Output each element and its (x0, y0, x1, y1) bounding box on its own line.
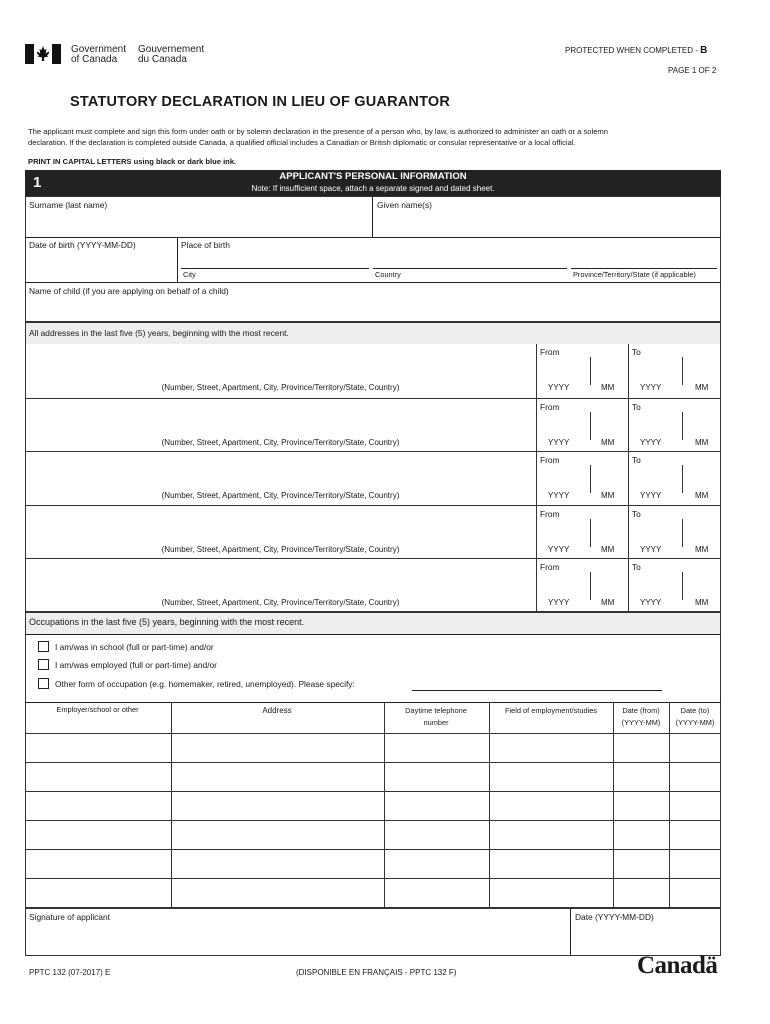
to-mm-label: MM (695, 438, 709, 447)
address-row (25, 558, 721, 613)
country-label: Country (375, 270, 401, 279)
from-label: From (540, 509, 560, 519)
from-mm-input[interactable] (591, 358, 628, 398)
protected-text: PROTECTED WHEN COMPLETED - (565, 46, 698, 55)
school-checkbox[interactable] (38, 641, 49, 652)
occupation-cell[interactable] (670, 821, 721, 849)
col-date-from-line1: Date (from) (622, 706, 660, 715)
occupation-cell[interactable] (614, 821, 669, 849)
occupation-cell[interactable] (614, 734, 669, 762)
occupation-cell[interactable] (385, 879, 489, 908)
occupation-cell[interactable] (614, 850, 669, 878)
occupation-cell[interactable] (26, 821, 171, 849)
occupation-cell[interactable] (26, 763, 171, 791)
pob-province-field[interactable] (571, 252, 717, 268)
form-id: PPTC 132 (07-2017) E (29, 968, 111, 977)
occupation-cell[interactable] (490, 821, 613, 849)
signature-date-label: Date (YYYY-MM-DD) (575, 912, 654, 922)
address-row (25, 398, 721, 453)
col-phone-line1: Daytime telephone (405, 706, 467, 715)
to-yyyy-label: YYYY (640, 491, 662, 500)
signature-date-field[interactable] (572, 922, 720, 955)
protected-level: B (700, 45, 708, 56)
col-address: Address (262, 706, 292, 715)
to-yyyy-input[interactable] (629, 466, 682, 506)
section1-heading: APPLICANT'S PERSONAL INFORMATION (279, 171, 467, 182)
instructions-line2: declaration. If the declaration is completed outside Canada, a qualified official includes a Canadian or British diplomatic or consular representative or a local official. (28, 138, 576, 147)
from-mm-label: MM (601, 545, 615, 554)
section1-note: Note: If insufficient space, attach a separate signed and dated sheet. (251, 184, 495, 193)
gov-fr-line1: Gouvernement (138, 44, 205, 55)
from-label: From (540, 347, 560, 357)
addresses-heading: All addresses in the last five (5) years, beginning with the most recent. (29, 328, 289, 338)
dob-label: Date of birth (YYYY-MM-DD) (29, 240, 136, 250)
occupation-cell[interactable] (172, 850, 384, 878)
occupation-cell[interactable] (614, 879, 669, 908)
occupation-cell[interactable] (172, 792, 384, 820)
surname-label: Surname (last name) (29, 200, 108, 210)
occupation-cell[interactable] (614, 763, 669, 791)
instructions-line1: The applicant must complete and sign this form under oath or by solemn declaration in the presence of a person who, by law, is authorized to administer an oath or a solemn (28, 127, 608, 136)
given-name-field[interactable] (373, 196, 721, 237)
from-yyyy-label: YYYY (548, 598, 570, 607)
occupation-cell[interactable] (490, 734, 613, 762)
to-yyyy-label: YYYY (640, 598, 662, 607)
page-number: PAGE 1 OF 2 (668, 66, 717, 75)
from-label: From (540, 402, 560, 412)
to-mm-input[interactable] (683, 520, 720, 560)
pob-label: Place of birth (181, 240, 230, 250)
from-label: From (540, 455, 560, 465)
french-availability: (DISPONIBLE EN FRANÇAIS - PPTC 132 F) (296, 968, 457, 977)
to-mm-input[interactable] (683, 358, 720, 398)
pob-country-field[interactable] (373, 252, 567, 268)
to-mm-label: MM (695, 598, 709, 607)
gov-fr-line2: du Canada (138, 54, 187, 65)
province-label: Province/Territory/State (if applicable) (573, 270, 696, 279)
col-date-to-line1: Date (to) (680, 706, 710, 715)
occupation-cell[interactable] (172, 879, 384, 908)
page-title: STATUTORY DECLARATION IN LIEU OF GUARANTOR (70, 94, 451, 110)
to-mm-input[interactable] (683, 573, 720, 613)
given-name-label: Given name(s) (377, 200, 432, 210)
from-yyyy-input[interactable] (537, 573, 590, 613)
canada-flag-logo (25, 44, 61, 64)
address-row (25, 451, 721, 506)
from-mm-input[interactable] (591, 413, 628, 453)
occupation-cell[interactable] (385, 850, 489, 878)
dob-field[interactable] (25, 238, 177, 282)
from-yyyy-label: YYYY (548, 383, 570, 392)
employed-checkbox[interactable] (38, 659, 49, 670)
from-mm-input[interactable] (591, 573, 628, 613)
from-mm-label: MM (601, 598, 615, 607)
to-label: To (632, 562, 641, 572)
gov-fr (138, 45, 204, 65)
pob-city-field[interactable] (181, 252, 369, 268)
from-yyyy-input[interactable] (537, 466, 590, 506)
occupation-cell[interactable] (614, 792, 669, 820)
col-phone (384, 706, 488, 727)
section1-header (25, 170, 721, 196)
occupation-cell[interactable] (385, 821, 489, 849)
from-yyyy-input[interactable] (537, 413, 590, 453)
col-field: Field of employment/studies (504, 706, 597, 715)
to-label: To (632, 455, 641, 465)
gov-en-line2: of Canada (71, 54, 118, 65)
from-mm-input[interactable] (591, 520, 628, 560)
occupation-cell[interactable] (385, 792, 489, 820)
to-yyyy-input[interactable] (629, 573, 682, 613)
occupation-cell[interactable] (172, 734, 384, 762)
occupation-cell[interactable] (172, 821, 384, 849)
occupation-cell[interactable] (385, 763, 489, 791)
address-hint: (Number, Street, Apartment, City, Province/Territory/State, Country) (161, 438, 400, 447)
from-mm-label: MM (601, 491, 615, 500)
col-date-to-line2: (YYYY-MM) (675, 718, 715, 727)
occupation-cell[interactable] (385, 734, 489, 762)
employed-option-label: I am/was employed (full or part-time) and/or (55, 660, 217, 670)
canada-wordmark: Canadä (637, 952, 718, 979)
address-hint: (Number, Street, Apartment, City, Province/Territory/State, Country) (161, 383, 400, 392)
surname-field[interactable] (25, 196, 373, 237)
to-label: To (632, 347, 641, 357)
col-date-to (669, 706, 721, 727)
occupation-cell[interactable] (490, 792, 613, 820)
occupation-cell[interactable] (26, 850, 171, 878)
from-mm-label: MM (601, 438, 615, 447)
from-yyyy-input[interactable] (537, 358, 590, 398)
occupation-cell[interactable] (670, 792, 721, 820)
from-mm-input[interactable] (591, 466, 628, 506)
to-mm-label: MM (695, 545, 709, 554)
to-mm-label: MM (695, 383, 709, 392)
address-row (25, 505, 721, 560)
address-hint: (Number, Street, Apartment, City, Province/Territory/State, Country) (161, 491, 400, 500)
col-date-from (613, 706, 669, 727)
to-yyyy-input[interactable] (629, 520, 682, 560)
gov-en-line1: Government (71, 44, 127, 55)
occupation-cell[interactable] (670, 850, 721, 878)
address-hint: (Number, Street, Apartment, City, Province/Territory/State, Country) (161, 598, 400, 607)
from-mm-label: MM (601, 383, 615, 392)
col-employer: Employer/school or other (56, 705, 139, 714)
to-yyyy-label: YYYY (640, 545, 662, 554)
signature-field[interactable] (26, 922, 569, 955)
occupation-cell[interactable] (490, 850, 613, 878)
to-mm-input[interactable] (683, 413, 720, 453)
to-yyyy-label: YYYY (640, 383, 662, 392)
to-mm-label: MM (695, 491, 709, 500)
col-date-from-line2: (YYYY-MM) (621, 718, 661, 727)
occupation-cell[interactable] (26, 879, 171, 908)
occupation-cell[interactable] (172, 763, 384, 791)
to-yyyy-label: YYYY (640, 438, 662, 447)
occupations-heading: Occupations in the last five (5) years, beginning with the most recent. (29, 617, 305, 627)
instructions (28, 126, 748, 148)
occupation-cell[interactable] (490, 879, 613, 908)
occupation-cell[interactable] (670, 763, 721, 791)
address-hint: (Number, Street, Apartment, City, Province/Territory/State, Country) (161, 545, 400, 554)
occupation-cell[interactable] (26, 734, 171, 762)
from-label: From (540, 562, 560, 572)
to-yyyy-input[interactable] (629, 358, 682, 398)
occupation-cell[interactable] (670, 879, 721, 908)
to-mm-input[interactable] (683, 466, 720, 506)
child-name-field[interactable] (25, 283, 721, 322)
school-option-label: I am/was in school (full or part-time) and/or (55, 642, 214, 652)
occupation-cell[interactable] (26, 792, 171, 820)
address-row (25, 344, 721, 398)
signature-label: Signature of applicant (29, 912, 111, 922)
from-yyyy-input[interactable] (537, 520, 590, 560)
from-yyyy-label: YYYY (548, 491, 570, 500)
protected-notice (565, 45, 707, 56)
other-checkbox[interactable] (38, 678, 49, 689)
other-option-label: Other form of occupation (e.g. homemaker, retired, unemployed). Please specify: (55, 679, 355, 689)
to-label: To (632, 509, 641, 519)
col-phone-line2: number (423, 718, 449, 727)
occupation-cell[interactable] (490, 763, 613, 791)
print-note: PRINT IN CAPITAL LETTERS using black or dark blue ink. (28, 157, 237, 166)
occupation-cell[interactable] (670, 734, 721, 762)
city-label: City (183, 270, 196, 279)
gov-en (71, 45, 126, 65)
child-name-label: Name of child (if you are applying on behalf of a child) (29, 286, 229, 296)
from-yyyy-label: YYYY (548, 438, 570, 447)
to-yyyy-input[interactable] (629, 413, 682, 453)
section1-number: 1 (33, 174, 42, 191)
from-yyyy-label: YYYY (548, 545, 570, 554)
other-specify-input[interactable] (412, 676, 662, 690)
to-label: To (632, 402, 641, 412)
